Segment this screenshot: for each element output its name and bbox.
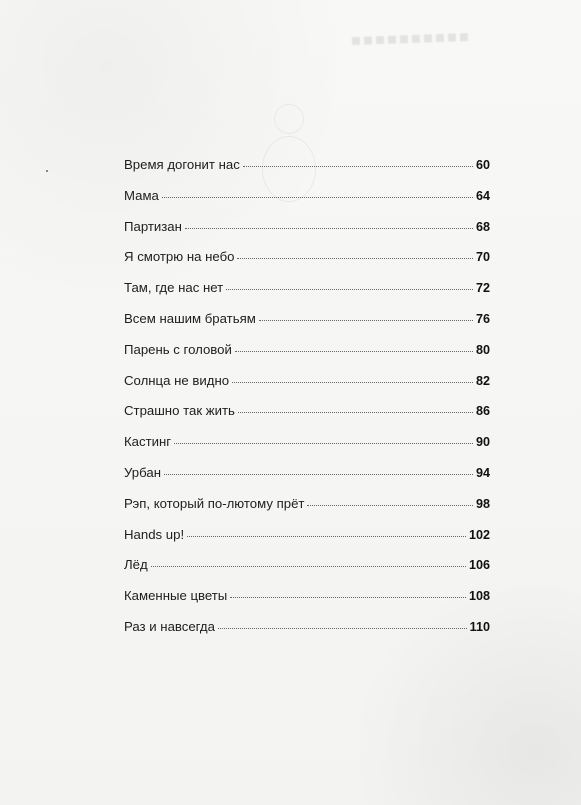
toc-leader <box>259 320 473 321</box>
toc-title: Hands up! <box>124 526 185 542</box>
toc-leader <box>164 474 473 475</box>
toc-title: Лёд <box>124 557 148 573</box>
toc-leader <box>187 536 466 537</box>
toc-row <box>124 189 490 220</box>
toc-leader <box>230 597 466 598</box>
toc-page-number: 94 <box>475 465 490 480</box>
toc-title: Всем нашим братьям <box>124 310 256 326</box>
toc-leader <box>243 166 473 167</box>
toc-title: Там, где нас нет <box>124 280 224 296</box>
toc-leader <box>226 289 473 290</box>
toc-row <box>124 281 490 312</box>
toc-leader <box>307 505 473 506</box>
toc-row <box>124 374 490 405</box>
toc-row <box>124 250 490 281</box>
toc-title: Время догонит нас <box>124 157 240 172</box>
toc-row <box>124 220 490 251</box>
toc-leader <box>237 258 473 259</box>
toc-row <box>124 589 490 620</box>
toc-title: Партизан <box>124 218 182 234</box>
toc-page-number: 110 <box>469 619 490 634</box>
show-through-heading-mark <box>352 33 470 45</box>
toc-leader <box>232 382 473 383</box>
toc-leader <box>162 197 473 198</box>
toc-row <box>124 404 490 435</box>
toc-title: Рэп, который по-лютому прёт <box>124 495 305 511</box>
toc-page-number: 68 <box>475 219 490 234</box>
toc-page-number: 60 <box>475 158 490 172</box>
toc-row <box>124 312 490 343</box>
toc-page-number: 90 <box>475 435 490 450</box>
toc-row <box>124 620 490 651</box>
toc-page-number: 80 <box>475 342 490 357</box>
toc-page-number: 86 <box>475 404 490 419</box>
toc-row <box>124 528 490 559</box>
toc-title: Кастинг <box>124 434 172 450</box>
toc-leader <box>151 566 466 567</box>
toc-row <box>124 343 490 374</box>
toc-leader <box>185 228 473 229</box>
toc-title: Раз и навсегда <box>124 618 215 634</box>
toc-page-number: 70 <box>475 250 490 265</box>
toc-row <box>124 466 490 497</box>
toc-title: Мама <box>124 187 159 203</box>
toc-title: Парень с головой <box>124 341 232 357</box>
toc-page-number: 108 <box>468 589 490 604</box>
toc-leader <box>218 628 467 629</box>
toc-title: Я смотрю на небо <box>124 249 235 265</box>
toc-title: Солнца не видно <box>124 372 230 388</box>
toc-page-number: 102 <box>468 527 490 542</box>
toc-page-number: 76 <box>475 311 490 326</box>
toc-title: Урбан <box>124 464 161 480</box>
toc-title: Каменные цветы <box>124 588 228 604</box>
toc-page-number: 72 <box>475 281 490 296</box>
toc-row <box>124 435 490 466</box>
toc-leader <box>238 412 473 413</box>
toc-row <box>124 158 490 189</box>
toc-page-number: 106 <box>468 558 490 573</box>
toc-leader <box>174 443 473 444</box>
toc-page-number: 98 <box>475 496 490 511</box>
toc-row <box>124 497 490 528</box>
toc-page-number: 64 <box>475 188 490 203</box>
table-of-contents <box>124 158 490 651</box>
toc-page-number: 82 <box>475 373 490 388</box>
toc-row <box>124 558 490 589</box>
margin-dot <box>46 170 48 172</box>
toc-leader <box>235 351 473 352</box>
show-through-heading <box>352 29 473 51</box>
toc-title: Страшно так жить <box>124 403 235 419</box>
